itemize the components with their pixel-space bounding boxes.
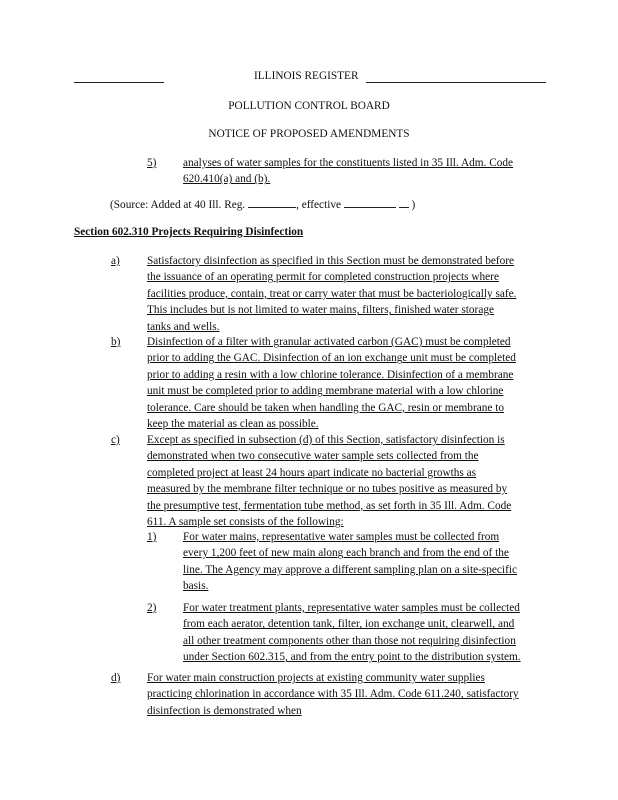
para-c-label: c): [111, 434, 120, 446]
para-c-line: completed project at least 24 hours apart indicate no bacterial growths as: [147, 466, 477, 479]
section-heading: Section 602.310 Projects Requiring Disinfection: [74, 226, 304, 238]
para-c-line: the presumptive test, fermentation tube method, as set forth in 35 Ill. Adm. Code: [147, 499, 512, 512]
para-b-line: prior to adding the GAC. Disinfection of an ion exchange unit must be completed: [147, 352, 516, 365]
sub-2-line: from each aerator, detention tank, filter, ion exchange unit, clearwell, and: [183, 618, 515, 631]
sub-1-line: every 1,200 feet of new main along each branch and from the end of the: [183, 547, 509, 560]
para-d-text: [147, 670, 519, 719]
para-d-line: For water main construction projects at existing community water supplies: [147, 672, 485, 684]
para-d-label: d): [111, 672, 121, 684]
para-d-line: practicing chlorination in accordance with 35 Ill. Adm. Code 611.240, satisfactory: [147, 688, 519, 701]
source-blank-date: [344, 197, 396, 208]
para-a-line: facilities produce, contain, treat or carry water that must be bacteriologically safe.: [147, 287, 517, 300]
para-c-line: Except as specified in subsection (d) of this Section, satisfactory disinfection is: [147, 434, 505, 446]
sub-2-line: For water treatment plants, representative water samples must be collected: [183, 602, 520, 614]
para-b-line: unit must be completed prior to adding membrane material with a low chlorine: [147, 385, 504, 398]
header-rule-right: [366, 82, 546, 83]
sub-1-label: 1): [147, 531, 157, 543]
para-a-line: Satisfactory disinfection as specified in this Section must be demonstrated before: [147, 255, 515, 267]
para-b-text: [147, 334, 516, 432]
item-5-line: 620.410(a) and (b).: [183, 173, 271, 186]
source-prefix: (Source: Added at 40 Ill. Reg.: [110, 199, 246, 211]
para-c-line: demonstrated when two consecutive water sample sets collected from the: [147, 450, 479, 463]
para-b-line: tolerance. Care should be taken when handling the GAC, resin or membrane to: [147, 401, 504, 414]
para-b-line: keep the material as clean as possible.: [147, 418, 319, 431]
para-b-line: prior to adding a resin with a low chlorine tolerance. Disinfection of a membrane: [147, 368, 514, 381]
para-c-text: [147, 432, 511, 530]
para-b-label: b): [111, 336, 121, 348]
sub-1-text: [183, 529, 517, 595]
para-a-line: the issuance of an operating permit for completed construction projects where: [147, 271, 499, 284]
para-b-line: Disinfection of a filter with granular activated carbon (GAC) must be completed: [147, 336, 511, 348]
sub-2-label: 2): [147, 602, 157, 614]
register-title: ILLINOIS REGISTER: [254, 70, 359, 82]
header-rule-left: [74, 82, 164, 83]
para-c-line: 611. A sample set consists of the following:: [147, 516, 344, 529]
item-5-line: analyses of water samples for the constituents listed in 35 Ill. Adm. Code: [183, 157, 514, 169]
source-mid: , effective: [296, 199, 342, 211]
para-a-line: This includes but is not limited to water mains, filters, finished water storage: [147, 304, 494, 317]
sub-1-line: line. The Agency may approve a different sampling plan on a site-specific: [183, 563, 517, 576]
para-a-label: a): [111, 255, 120, 267]
notice-title: NOTICE OF PROPOSED AMENDMENTS: [208, 128, 410, 140]
sub-2-text: [183, 600, 521, 666]
source-blank-day: [399, 197, 409, 208]
para-a-text: [147, 253, 517, 335]
item-5-text: [183, 155, 513, 188]
board-title: POLLUTION CONTROL BOARD: [228, 100, 390, 112]
para-c-line: measured by the membrane filter technique or no tubes positive as measured by: [147, 483, 508, 496]
item-5-label: 5): [147, 157, 157, 169]
para-d-line: disinfection is demonstrated when: [147, 704, 302, 717]
source-note: [110, 197, 415, 213]
sub-2-line: under Section 602.315, and from the entry point to the distribution system.: [183, 651, 521, 664]
sub-2-line: all other treatment components other than those not requiring disinfection: [183, 634, 516, 647]
source-suffix: ): [411, 199, 416, 211]
source-blank-register: [248, 197, 296, 208]
sub-1-line: basis.: [183, 580, 209, 593]
sub-1-line: For water mains, representative water samples must be collected from: [183, 531, 500, 543]
para-a-line: tanks and wells.: [147, 320, 220, 333]
